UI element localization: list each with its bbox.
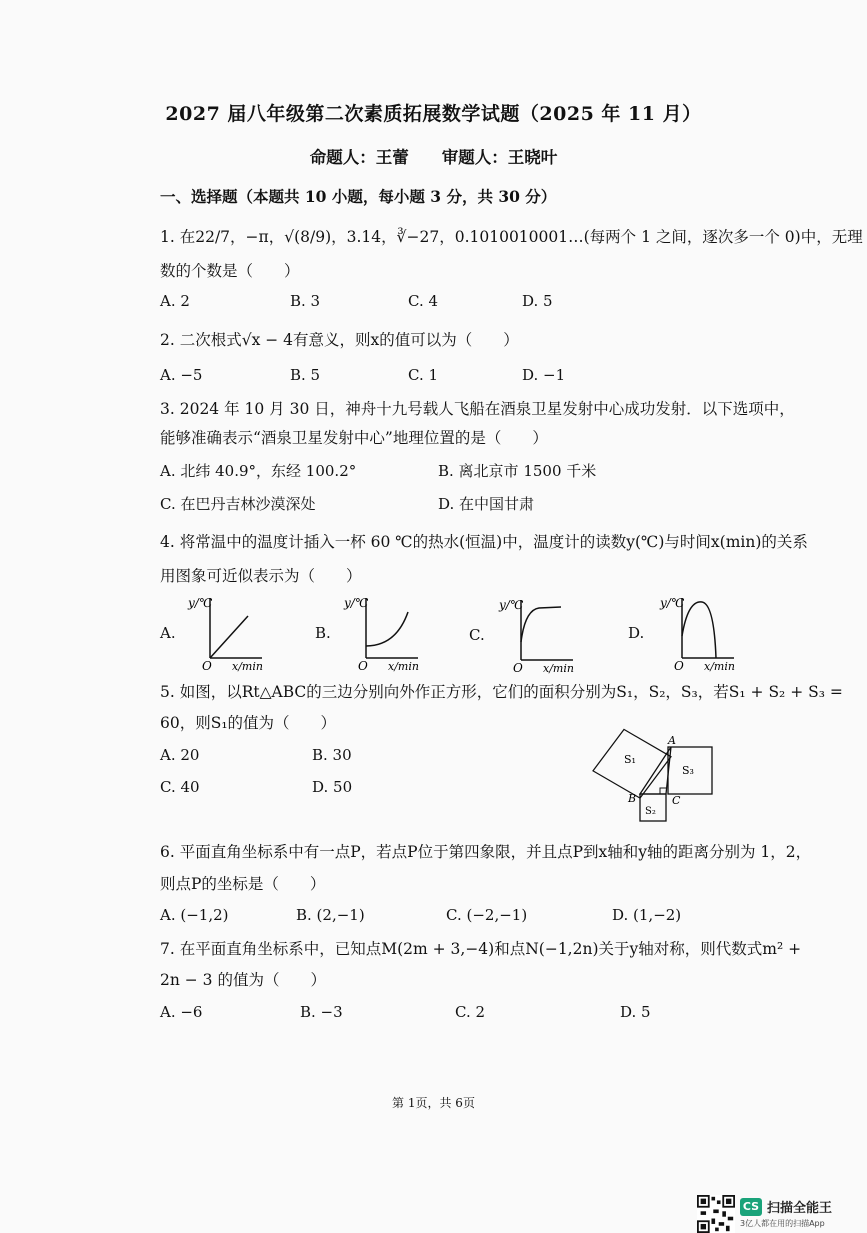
q4-axis-y-label: y/℃ (660, 596, 685, 610)
q4-axis-x-label: x/min (232, 660, 263, 672)
q4-graph-d (654, 590, 754, 672)
q4-stem-line1: 4. 将常温中的温度计插入一杯 60 ℃的热水(恒温)中，温度计的读数y(℃)与时间x(min)的关系 (160, 533, 808, 551)
q4-option-d: D. (628, 624, 645, 642)
q3-option-c: C. 在巴丹吉林沙漠深处 (160, 495, 316, 513)
q3-option-d: D. 在中国甘肃 (438, 495, 535, 513)
q4-origin-label: O (513, 661, 523, 674)
q4-curve-c (521, 607, 561, 642)
q7-option-d: D. 5 (620, 1003, 651, 1021)
scanner-tagline: 3亿人都在用的扫描App (740, 1219, 825, 1228)
q4-axis-x-label: x/min (704, 660, 735, 672)
q3-stem-line2: 能够准确表示“酒泉卫星发射中心”地理位置的是（ ） (160, 429, 548, 447)
q5-option-d: D. 50 (312, 778, 353, 796)
section-heading: 一、选择题（本题共 10 小题，每小题 3 分，共 30 分） (160, 187, 557, 206)
q2-option-a: A. −5 (160, 366, 203, 384)
q3-option-b: B. 离北京市 1500 千米 (438, 462, 597, 480)
q5-label-s1: S₁ (624, 753, 636, 766)
q5-option-b: B. 30 (312, 746, 352, 764)
q5-option-a: A. 20 (160, 746, 200, 764)
q1-option-c: C. 4 (408, 292, 439, 310)
q4-graph-a (182, 590, 282, 672)
q5-figure (588, 728, 728, 828)
q5-label-s2: S₂ (645, 806, 656, 817)
q2-option-d: D. −1 (522, 366, 566, 384)
q5-stem-line2: 60，则S₁的值为（ ） (160, 714, 337, 732)
qr-code-icon (697, 1195, 735, 1233)
q4-option-c: C. (469, 626, 485, 644)
q5-label-a: A (668, 734, 676, 747)
q5-label-s3: S₃ (682, 764, 694, 777)
q4-axis-y-label: y/℃ (344, 596, 369, 610)
q6-stem-line1: 6. 平面直角坐标系中有一点P，若点P位于第四象限，并且点P到x轴和y轴的距离分别为 1，2， (160, 843, 812, 861)
page-number: 第 1页，共 6页 (392, 1096, 475, 1110)
q5-label-b: B (628, 792, 637, 805)
scanner-app-name: 扫描全能王 (767, 1201, 833, 1216)
q6-option-b: B. (2,−1) (296, 906, 365, 924)
q5-label-c: C (672, 794, 681, 807)
q7-option-c: C. 2 (455, 1003, 486, 1021)
q4-option-b: B. (315, 624, 331, 642)
q1-option-d: D. 5 (522, 292, 553, 310)
q4-curve-a (210, 616, 248, 658)
q6-option-a: A. (−1,2) (160, 906, 229, 924)
scanner-logo-icon: CS (740, 1198, 762, 1216)
q6-option-c: C. (−2,−1) (446, 906, 528, 924)
q4-graph-b (338, 590, 438, 672)
q7-option-a: A. −6 (160, 1003, 203, 1021)
q4-axis-y-label: y/℃ (499, 598, 524, 612)
q1-option-a: A. 2 (160, 292, 190, 310)
q4-origin-label: O (674, 659, 684, 672)
q4-curve-d (682, 602, 716, 658)
q1-stem-line1: 1. 在22/7，−π，√(8/9)，3.14，∛−27，0.1010010001…(每两个 1 之间，逐次多一个 0)中，无理 (160, 228, 863, 246)
q7-stem-line1: 7. 在平面直角坐标系中，已知点M(2m + 3,−4)和点N(−1,2n)关于y轴对称，则代数式m² + (160, 940, 802, 958)
q4-axis-x-label: x/min (388, 660, 419, 672)
q7-option-b: B. −3 (300, 1003, 343, 1021)
exam-title: 2027 届八年级第二次素质拓展数学试题（2025 年 11 月） (165, 103, 702, 125)
q6-option-d: D. (1,−2) (612, 906, 682, 924)
q2-stem: 2. 二次根式√x − 4有意义，则x的值可以为（ ） (160, 331, 519, 349)
q2-option-c: C. 1 (408, 366, 439, 384)
q4-graph-c (493, 592, 593, 674)
q1-stem-line2: 数的个数是（ ） (160, 262, 300, 280)
q5-stem-line1: 5. 如图，以Rt△ABC的三边分别向外作正方形，它们的面积分别为S₁，S₂，S₃，若S₁ + S₂ + S₃ = (160, 683, 843, 701)
exam-authors: 命题人：王蕾 审题人：王晓叶 (309, 148, 558, 167)
q4-option-a: A. (160, 624, 176, 642)
q4-origin-label: O (202, 659, 212, 672)
q4-curve-b (366, 612, 408, 646)
q7-stem-line2: 2n − 3 的值为（ ） (160, 971, 326, 989)
q4-axis-y-label: y/℃ (188, 596, 213, 610)
q2-option-b: B. 5 (290, 366, 321, 384)
q3-stem-line1: 3. 2024 年 10 月 30 日，神舟十九号载人飞船在酒泉卫星发射中心成功发射．以下选项中， (160, 400, 795, 418)
q1-option-b: B. 3 (290, 292, 321, 310)
q3-option-a: A. 北纬 40.9°，东经 100.2° (160, 462, 357, 480)
q6-stem-line2: 则点P的坐标是（ ） (160, 875, 326, 893)
q4-axis-x-label: x/min (543, 662, 574, 674)
q4-stem-line2: 用图象可近似表示为（ ） (160, 567, 362, 585)
q5-option-c: C. 40 (160, 778, 200, 796)
q4-origin-label: O (358, 659, 368, 672)
